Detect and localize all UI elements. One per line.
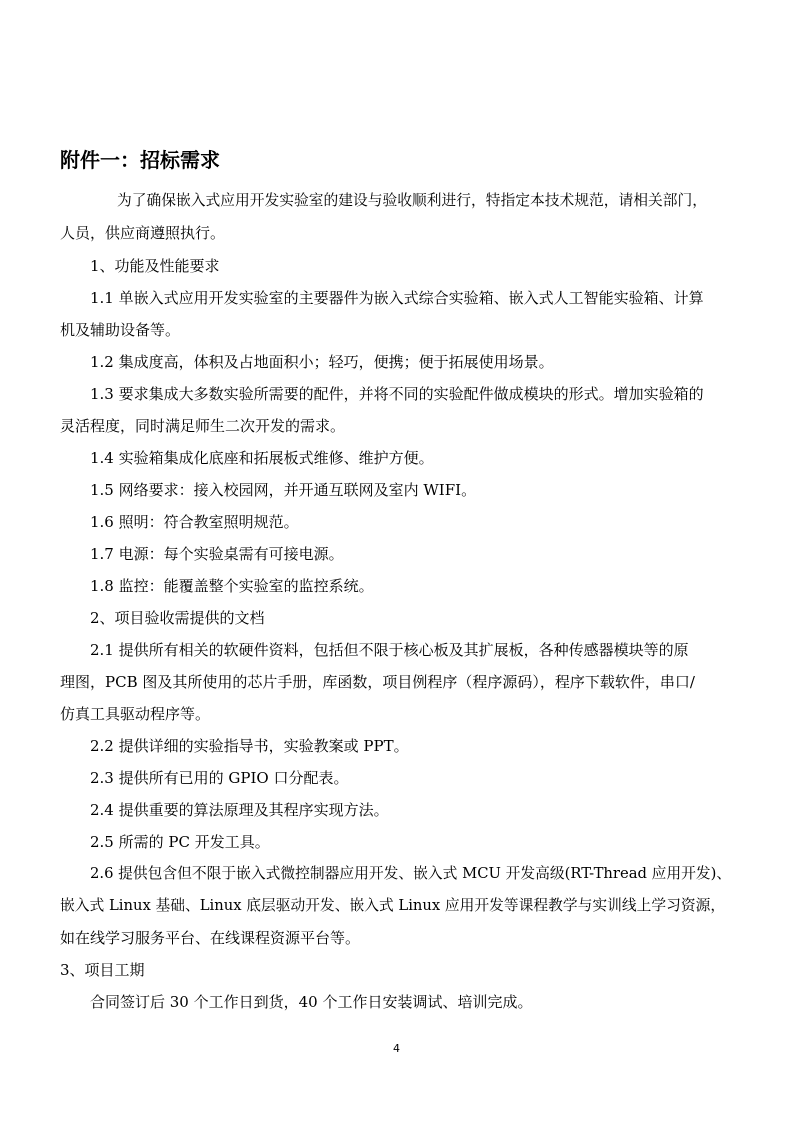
item-1-6: 1.6 照明：符合教室照明规范。 — [90, 513, 299, 531]
item-1-5: 1.5 网络要求：接入校园网，并开通互联网及室内 WIFI。 — [90, 481, 477, 499]
item-1-3-line-2: 灵活程度，同时满足师生二次开发的需求。 — [60, 417, 346, 435]
section-2-heading: 2、项目验收需提供的文档 — [90, 609, 265, 627]
section-3-body: 合同签订后 30 个工作日到货，40 个工作日安装调试、培训完成。 — [90, 993, 533, 1011]
item-2-5: 2.5 所需的 PC 开发工具。 — [90, 833, 270, 851]
item-2-6-line-2: 嵌入式 Linux 基础、Linux 底层驱动开发、嵌入式 Linux 应用开发等课程教学与实训线上学习资源， — [60, 897, 726, 914]
item-1-3-line-1: 1.3 要求集成大多数实验所需要的配件，并将不同的实验配件做成模块的形式。增加实验箱的 — [90, 385, 704, 403]
item-2-1-line-1: 2.1 提供所有相关的软硬件资料，包括但不限于核心板及其扩展板，各种传感器模块等的原 — [90, 641, 689, 659]
item-2-4: 2.4 提供重要的算法原理及其程序实现方法。 — [90, 801, 389, 819]
item-2-3: 2.3 提供所有已用的 GPIO 口分配表。 — [90, 769, 349, 787]
item-1-1-line-2: 机及辅助设备等。 — [60, 321, 181, 339]
item-1-4: 1.4 实验箱集成化底座和拓展板式维修、维护方便。 — [90, 449, 434, 467]
item-2-1-line-2: 理图，PCB 图及其所使用的芯片手册，库函数，项目例程序（程序源码），程序下载软件，串口/ — [60, 673, 695, 691]
intro-line-1: 为了确保嵌入式应用开发实验室的建设与验收顺利进行，特指定本技术规范，请相关部门， — [117, 192, 707, 209]
item-2-6-line-1: 2.6 提供包含但不限于嵌入式微控制器应用开发、嵌入式 MCU 开发高级(RT-Thread 应用开发)、 — [90, 865, 732, 882]
item-2-6-line-3: 如在线学习服务平台、在线课程资源平台等。 — [60, 929, 361, 947]
page-title: 附件一：招标需求 — [60, 148, 220, 172]
item-1-7: 1.7 电源：每个实验桌需有可接电源。 — [90, 545, 344, 563]
item-1-8: 1.8 监控：能覆盖整个实验室的监控系统。 — [90, 577, 374, 595]
item-1-1-line-1: 1.1 单嵌入式应用开发实验室的主要器件为嵌入式综合实验箱、嵌入式人工智能实验箱、计算 — [90, 289, 704, 307]
item-2-1-line-3: 仿真工具驱动程序等。 — [60, 705, 211, 723]
item-2-2: 2.2 提供详细的实验指导书，实验教案或 PPT。 — [90, 737, 409, 755]
intro-line-2: 人员，供应商遵照执行。 — [60, 224, 226, 242]
item-1-2: 1.2 集成度高，体积及占地面积小；轻巧，便携；便于拓展使用场景。 — [90, 353, 554, 371]
section-3-heading: 3、项目工期 — [60, 961, 145, 979]
section-1-heading: 1、功能及性能要求 — [90, 257, 220, 275]
page-number: 4 — [393, 1042, 400, 1055]
